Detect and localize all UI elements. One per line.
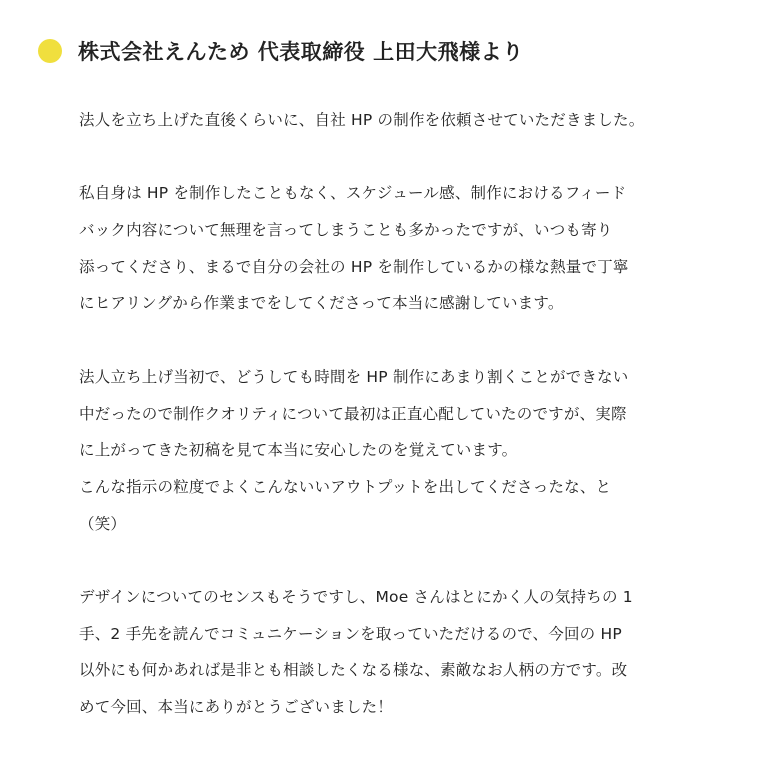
text-line: めて今回、本当にありがとうございました！ <box>79 698 394 716</box>
paragraph <box>79 102 729 139</box>
paragraph-gap <box>79 542 729 579</box>
text-line: 以外にも何かあれば是非とも相談したくなる様な、素敵なお人柄の方です。改 <box>79 661 628 680</box>
text-line: にヒアリングから作業までをしてくださって本当に感謝しています。 <box>79 294 564 313</box>
text-line: 添ってくださり、まるで自分の会社の HP を制作しているかの様な熱量で丁寧 <box>79 257 629 276</box>
testimonial-heading <box>38 36 524 66</box>
text-line: 私自身は HP を制作したこともなく、スケジュール感、制作におけるフィード <box>79 184 627 203</box>
text-line: に上がってきた初稿を見て本当に安心したのを覚えています。 <box>79 441 518 460</box>
testimonial-body <box>79 102 729 726</box>
paragraph <box>79 175 729 322</box>
text-line: こんな指示の粒度でよくこんないいアウトプットを出してくださったな、と <box>79 477 612 496</box>
text-line: 法人を立ち上げた直後くらいに、自社 HP の制作を依頼させていただきました。 <box>79 111 645 129</box>
paragraph-gap <box>79 322 729 359</box>
text-line: （笑） <box>79 514 127 533</box>
testimonial-title: 株式会社えんため 代表取締役 上田大飛様より <box>78 40 524 64</box>
text-line: 手、2 手先を読んでコミュニケーションを取っていただけるので、今回の HP <box>79 624 622 643</box>
text-line: バック内容について無理を言ってしまうことも多かったですが、いつも寄り <box>79 221 613 240</box>
bullet-dot-icon <box>38 39 62 63</box>
paragraph <box>79 579 729 726</box>
text-line: 法人立ち上げ当初で、どうしても時間を HP 制作にあまり割くことができない <box>79 367 629 386</box>
text-line: デザインについてのセンスもそうですし、Moe さんはとにかく人の気持ちの 1 <box>79 587 633 606</box>
paragraph <box>79 359 729 542</box>
paragraph-gap <box>79 139 729 176</box>
text-line: 中だったので制作クオリティについて最初は正直心配していたのですが、実際 <box>79 404 627 423</box>
